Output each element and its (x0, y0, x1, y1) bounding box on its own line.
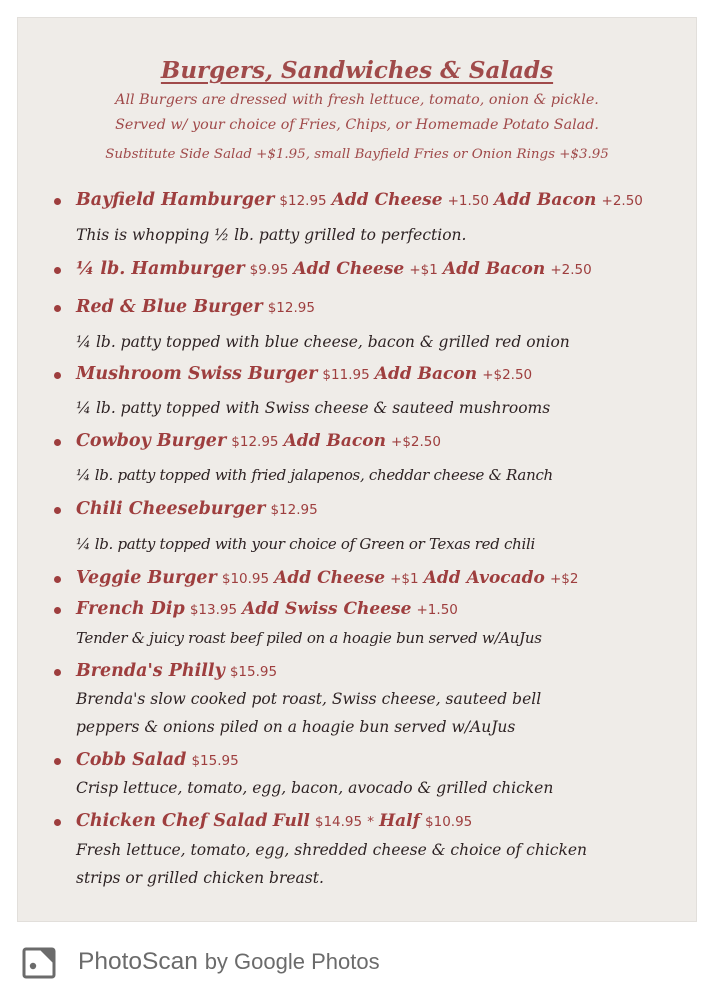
bullet (54, 576, 61, 583)
item-addon: Add Bacon (374, 364, 478, 384)
menu-item (54, 568, 579, 588)
bullet (54, 607, 61, 614)
item-price: $13.95 (189, 602, 238, 618)
item-name: Red & Blue Burger (76, 297, 263, 317)
bullet (54, 372, 61, 379)
photoscan-icon (22, 947, 56, 979)
item-name: Cobb Salad (76, 750, 187, 770)
item-description: Fresh lettuce, tomato, egg, shredded cheese & choice of chicken (76, 841, 588, 859)
item-price: $12.95 (267, 300, 315, 316)
bullet (54, 198, 61, 205)
menu-item (54, 750, 239, 770)
item-description: ¼ lb. patty topped with Swiss cheese & sauteed mushrooms (76, 399, 551, 417)
item-addon: Add Bacon (283, 431, 386, 451)
item-name: Veggie Burger (76, 568, 217, 588)
item-addon: Add Swiss Cheese (242, 599, 412, 619)
item-addon-price: +1.50 (447, 193, 489, 209)
bullet (54, 819, 61, 826)
item-addon: Full (272, 811, 310, 831)
menu-item (54, 431, 441, 451)
item-name: Cowboy Burger (76, 431, 227, 451)
item-addon-price: +2.50 (601, 193, 643, 209)
item-addon: Add Bacon (494, 190, 597, 210)
item-description: Tender & juicy roast beef piled on a hoagie bun served w/AuJus (76, 629, 542, 647)
item-price: $15.95 (229, 664, 278, 680)
item-addon-price: +2.50 (550, 262, 592, 278)
bullet (54, 439, 61, 446)
menu-item (54, 297, 315, 317)
menu-item (54, 811, 472, 831)
item-addon: Add Cheese (331, 190, 443, 210)
item-name: Chicken Chef Salad (76, 811, 268, 831)
item-name: Brenda's Philly (76, 661, 225, 681)
item-price: $15.95 (191, 753, 239, 769)
item-name: Mushroom Swiss Burger (76, 364, 318, 384)
item-price: $11.95 (322, 367, 370, 383)
menu-item (54, 499, 318, 519)
item-description: ¼ lb. patty topped with your choice of Green or Texas red chili (76, 535, 535, 553)
item-addon-price: +$2 (550, 571, 579, 587)
menu-item (54, 190, 643, 210)
photoscan-watermark (78, 948, 380, 976)
menu-item (54, 364, 532, 384)
item-price: $12.95 (279, 193, 327, 209)
menu-item (54, 259, 592, 279)
item-name: Bayfield Hamburger (76, 190, 275, 210)
menu-item (54, 599, 458, 619)
item-description-cont: strips or grilled chicken breast. (76, 869, 324, 887)
bullet (54, 305, 61, 312)
item-addon-price: +$1 (390, 571, 419, 587)
bullet (54, 267, 61, 274)
item-name: ¼ lb. Hamburger (76, 259, 245, 279)
item-addon-price: +$1 (409, 262, 438, 278)
item-separator: * (367, 814, 374, 830)
bullet (54, 507, 61, 514)
item-description: ¼ lb. patty topped with fried jalapenos, cheddar cheese & Ranch (76, 466, 553, 484)
item-addon: Add Cheese (293, 259, 405, 279)
item-description-cont: peppers & onions piled on a hoagie bun served w/AuJus (76, 718, 516, 736)
item-price: $12.95 (231, 434, 279, 450)
item-price: $12.95 (270, 502, 318, 518)
item-addon-price: +1.50 (416, 602, 458, 618)
item-addon-price: $10.95 (425, 814, 473, 830)
item-name: French Dip (76, 599, 185, 619)
item-price: $9.95 (249, 262, 289, 278)
item-addon: Add Avocado (423, 568, 545, 588)
item-name: Chili Cheeseburger (76, 499, 266, 519)
photoscan-by: by Google Photos (204, 949, 380, 974)
item-addon: Add Cheese (274, 568, 386, 588)
bullet (54, 669, 61, 676)
item-description: Crisp lettuce, tomato, egg, bacon, avocado & grilled chicken (76, 779, 554, 797)
bullet (54, 758, 61, 765)
menu-subtitle-3: Substitute Side Salad +$1.95, small Bayfield Fries or Onion Rings +$3.95 (105, 147, 609, 162)
item-price: $14.95 (314, 814, 363, 830)
item-addon-price: +$2.50 (391, 434, 441, 450)
item-addon: Add Bacon (442, 259, 546, 279)
item-addon: Half (379, 811, 420, 831)
item-price: $10.95 (221, 571, 270, 587)
menu-subtitle-1: All Burgers are dressed with fresh lettuce, tomato, onion & pickle. (115, 92, 599, 108)
menu-title: Burgers, Sandwiches & Salads (160, 57, 554, 84)
menu-item (54, 661, 277, 681)
item-addon-price: +$2.50 (482, 367, 533, 383)
menu-subtitle-2: Served w/ your choice of Fries, Chips, or Homemade Potato Salad. (115, 117, 599, 133)
item-description: ¼ lb. patty topped with blue cheese, bacon & grilled red onion (76, 333, 570, 351)
item-description: Brenda's slow cooked pot roast, Swiss cheese, sauteed bell (76, 690, 542, 708)
photoscan-brand: PhotoScan (78, 948, 198, 975)
item-description: This is whopping ½ lb. patty grilled to perfection. (76, 226, 467, 244)
